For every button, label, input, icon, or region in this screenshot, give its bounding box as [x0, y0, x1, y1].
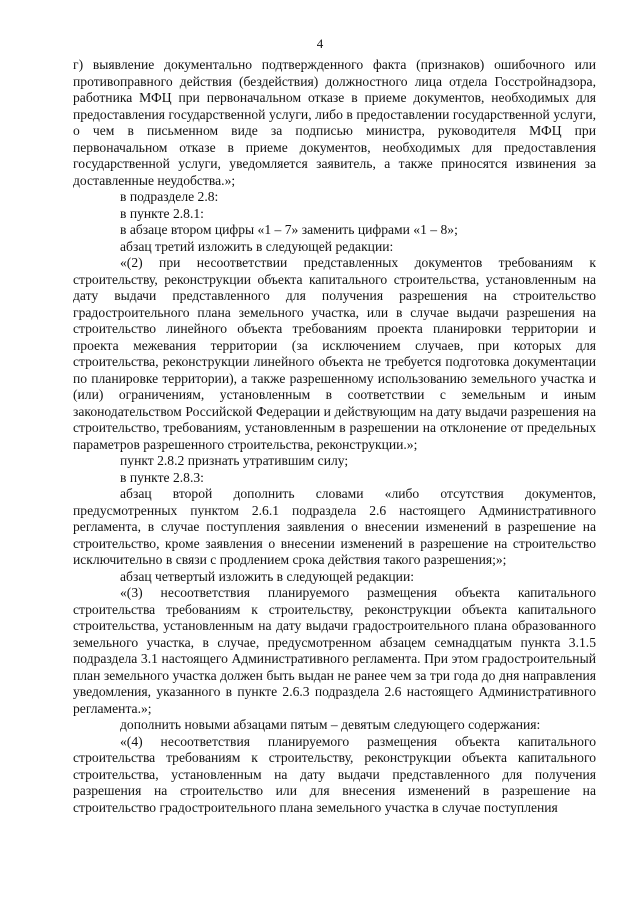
- paragraph: в пункте 2.8.1:: [120, 205, 204, 221]
- paragraph: пункт 2.8.2 признать утратившим силу;: [120, 453, 349, 468]
- paragraph: абзац четвертый изложить в следующей редакции:: [120, 568, 415, 584]
- paragraph: дополнить новыми абзацами пятым – девятым следующего содержания:: [120, 717, 541, 732]
- paragraph: «(4) несоответствия планируемого размещения объекта капитального строительства требованиям к строительству, реконструкции объекта капитального строительства, установленным на дату выдачи представленного для получения разрешения на строительство или для внесения изменений в разрешение на строительство градостроительного плана земельного участка в случае поступления: [73, 733, 596, 815]
- paragraph: «(2) при несоответствии представленных документов требованиям к строительству, реконструкции объекта капитального строительства, установленным на дату выдачи представленного для получения разрешения на строительство градостроительного плана земельного участка, или в случае выдачи разрешения на строительство линейного объекта требованиям проекта планировки территории и проекта межевания территории (за исключением случаев, при которых для строительства, реконструкции линейного объекта не требуется подготовка документации по планировке территории), а также разрешенному использованию земельного участка и (или) ограничениям, установленным в соответствии с земельным и иным законодательством Российской Федерации и действующим на дату выдачи разрешения на строительство, требованиям, установленным в разрешении на отклонение от предельных параметров разрешенного строительства, реконструкции.»;: [73, 255, 596, 452]
- paragraph: в пункте 2.8.3:: [120, 469, 204, 485]
- paragraph: абзац второй дополнить словами «либо отсутствия документов, предусмотренных пунктом 2.6.1 подраздела 2.6 настоящего Административного регламента, в случае поступления заявления о внесении изменений в разрешение на строительство, кроме заявления о внесении изменений в разрешение на строительство исключительно в связи с продлением срока действия такого разрешения;»;: [73, 486, 596, 567]
- document-body: [73, 57, 596, 816]
- paragraph: абзац третий изложить в следующей редакции:: [120, 238, 394, 254]
- paragraph: г) выявление документально подтвержденного факта (признаков) ошибочного или противоправного действия (бездействия) должностного лица отдела Госстройнадзора, работника МФЦ при первоначальном отказе в приеме документов, необходимых для предоставления государственной услуги, либо в предоставлении государственной услуги, о чем в письменном виде за подписью министра, руководителя МФЦ при первоначальном отказе в приеме документов, необходимых для предоставления государственной услуги, уведомляется заявитель, а также приносятся извинения за доставленные неудобства.»;: [73, 57, 596, 188]
- paragraph: в абзаце втором цифры «1 – 7» заменить цифрами «1 – 8»;: [120, 222, 458, 237]
- paragraph: «(3) несоответствия планируемого размещения объекта капитального строительства требованиям к строительству, реконструкции объекта капитального строительства, установленным на дату выдачи градостроительного плана образованного земельного участка, в случае, предусмотренном абзацем семнадцатым пункта 3.1.5 подраздела 3.1 настоящего Административного регламента. При этом градостроительный план земельного участка должен быть выдан не ранее чем за три года до дня направления уведомления, указанного в пункте 2.6.3 подраздела 2.6 настоящего Административного регламента.»;: [73, 585, 596, 716]
- page-number: 4: [316, 36, 324, 51]
- paragraph: в подразделе 2.8:: [120, 189, 219, 204]
